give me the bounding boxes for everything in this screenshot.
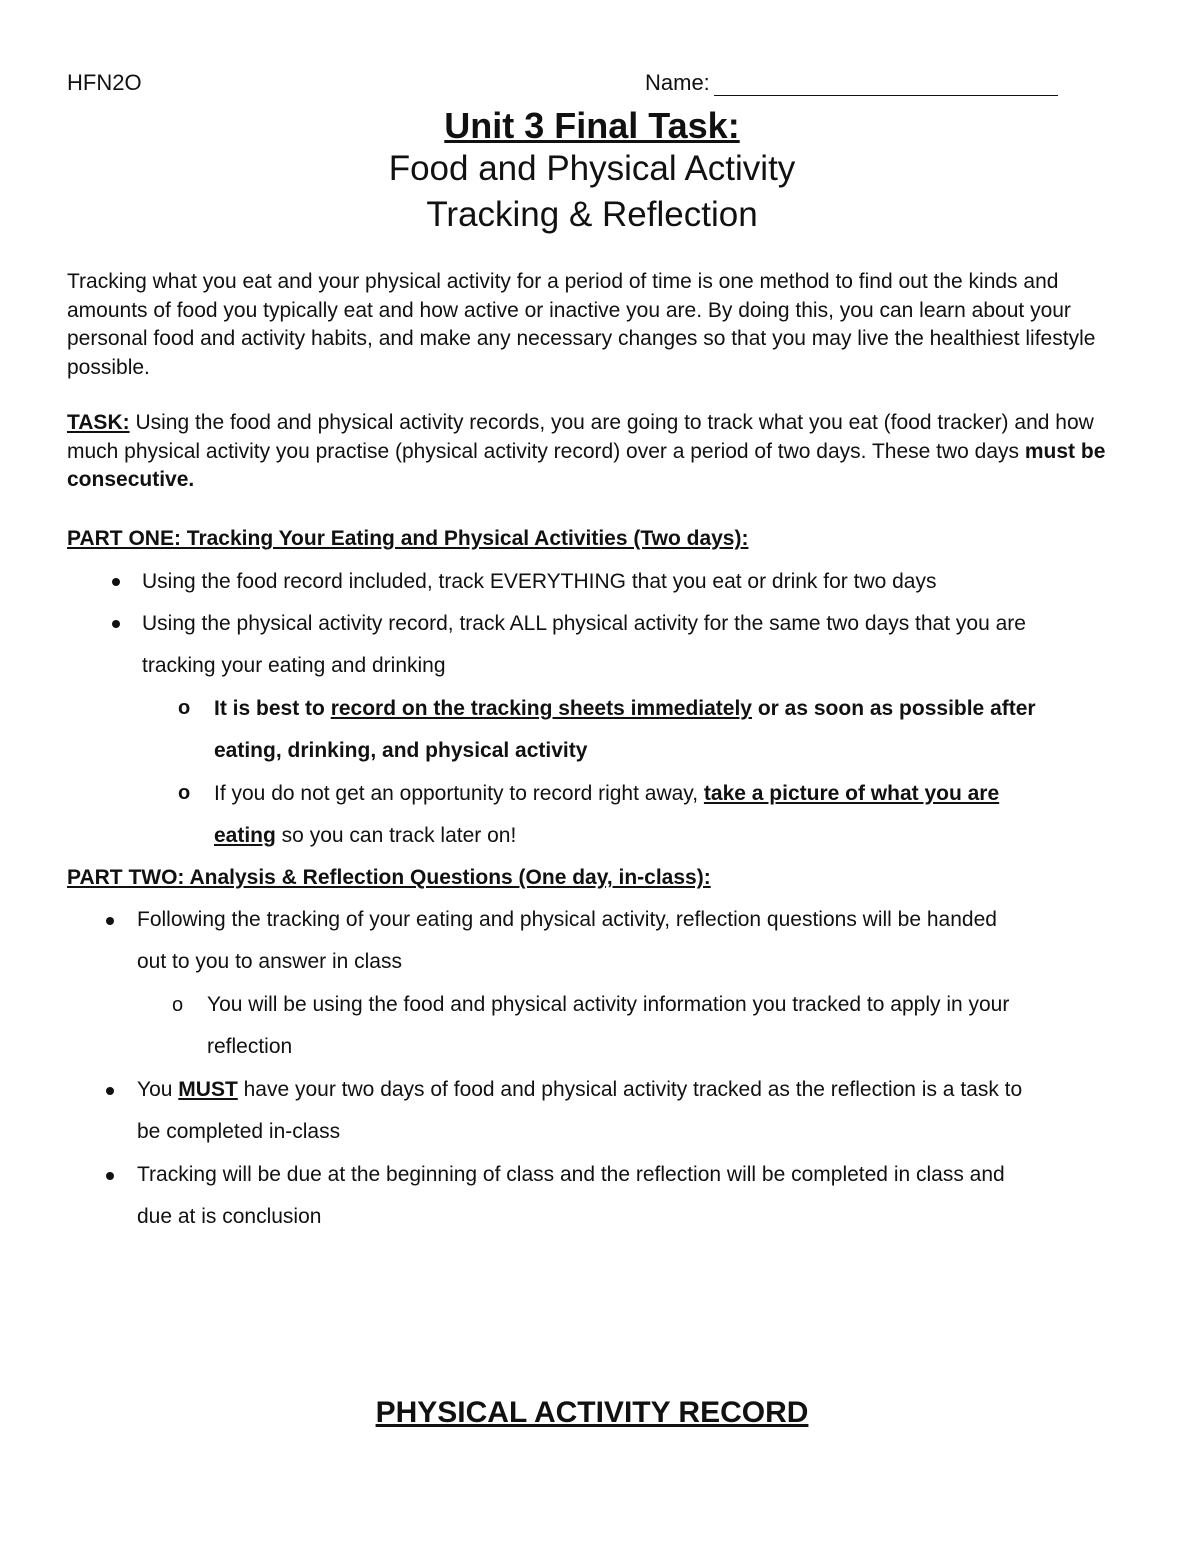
sub-bullet-marker: o [178,697,191,719]
physical-activity-record-heading: PHYSICAL ACTIVITY RECORD [375,1396,809,1429]
sub-1-underlined: record on the tracking sheets immediately [330,697,752,720]
bullet-2-underlined: MUST [178,1078,238,1101]
sub-1-pre: It is best to [214,697,331,720]
subtitle-line-2: Tracking & Reflection [426,195,758,234]
task-text: Using the food and physical activity records, you are going to track what you eat (food tracker) and how much physical activity you practise (physical activity record) over a period of two days. These two days [67,411,1094,463]
sub-1-post: or as soon as possible after [752,697,1036,720]
part-two-bullet-1-line-2: out to you to answer in class [137,950,402,973]
part-one-sub-1-line-1 [214,688,1036,731]
task-paragraph [67,409,1127,495]
bullet-dot [106,1087,114,1095]
task-label: TASK: [67,411,130,434]
name-field [645,70,1058,96]
bullet-2-pre: You [137,1078,179,1101]
part-one-sub-2-line-1 [214,773,999,816]
task-emphasis: must be consecutive [67,439,1106,491]
bullet-dot [106,917,114,925]
name-blank-line [714,73,1058,96]
part-two-sub-1-line-2: reflection [207,1035,293,1058]
sub-2-underlined-2: eating [214,824,276,847]
sub-2-underlined: take a picture of what you are [703,782,1000,805]
part-two-bullet-3-line-1: Tracking will be due at the beginning of class and the reflection will be completed in class and [137,1163,1005,1186]
page-title: Unit 3 Final Task: [444,105,740,146]
name-label: Name: [645,70,710,95]
part-one-bullet-2-line-2: tracking your eating and drinking [142,654,446,677]
subtitle-line-1: Food and Physical Activity [388,149,796,188]
part-two-bullet-2-line-1 [137,1069,1022,1112]
part-one-bullet-2-line-1: Using the physical activity record, track ALL physical activity for the same two days that you are [142,612,1026,635]
sub-bullet-marker: o [178,782,191,804]
task-end: . [188,468,195,491]
part-one-heading: PART ONE: Tracking Your Eating and Physical Activities (Two days): [67,527,749,550]
bullet-dot [112,620,120,628]
part-two-bullet-1-line-1: Following the tracking of your eating and physical activity, reflection questions will be handed [137,908,997,931]
part-two-sub-1-line-1: You will be using the food and physical activity information you tracked to apply in your [207,993,1010,1016]
part-one-sub-2-line-2 [214,815,516,858]
part-one-sub-1-line-2: eating, drinking, and physical activity [214,739,588,762]
bullet-2-post: have your two days of food and physical activity tracked as the reflection is a task to [237,1078,1023,1101]
part-two-bullet-2-line-2: be completed in-class [137,1120,341,1143]
sub-2-pre: If you do not get an opportunity to record right away, [214,782,704,805]
sub-bullet-marker: o [172,994,184,1016]
bullet-dot [106,1172,114,1180]
part-one-bullet-1: Using the food record included, track EVERYTHING that you eat or drink for two days [142,570,937,593]
part-two-bullet-3-line-2: due at is conclusion [137,1205,322,1228]
course-code: HFN2O [67,70,142,95]
bullet-dot [112,578,120,586]
sub-2-post: so you can track later on! [275,824,517,847]
part-two-heading: PART TWO: Analysis & Reflection Questions (One day, in-class): [67,866,711,889]
intro-paragraph: Tracking what you eat and your physical activity for a period of time is one method to find out the kinds and amounts of food you typically eat and how active or inactive you are. By doing this, you can learn about your personal food and activity habits, and make any necessary changes so that you may live the healthiest lifestyle possible. [67,270,1096,379]
title-block [0,106,1184,238]
